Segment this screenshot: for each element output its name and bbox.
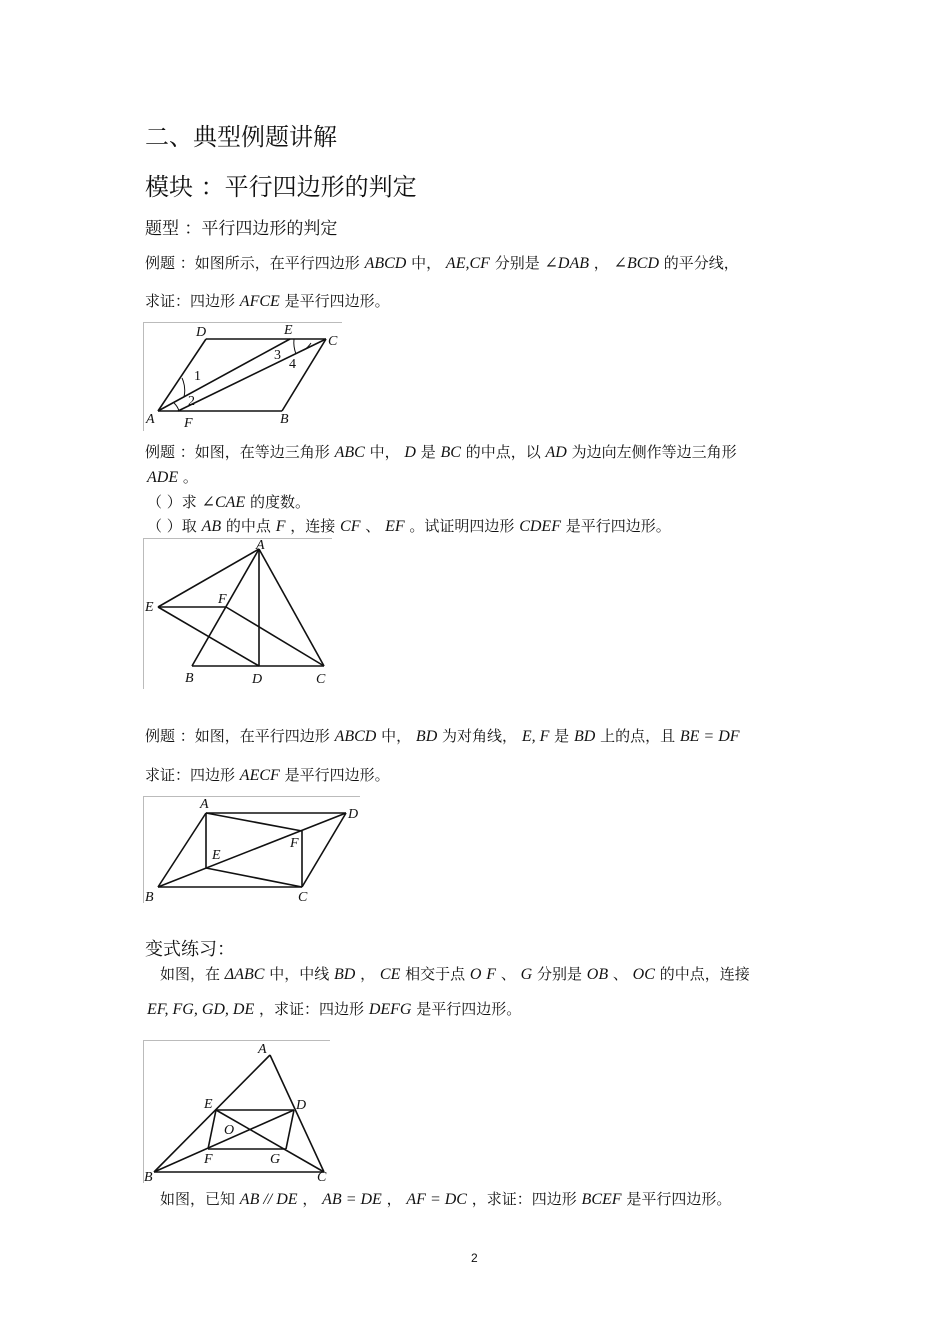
example-3-line-1	[145, 725, 740, 746]
text: 的中点，连接	[659, 965, 750, 983]
figure-3-parallelogram	[143, 796, 360, 903]
label-E: E	[284, 323, 293, 338]
math: DEFG	[368, 1001, 412, 1018]
math: AB // DE	[239, 1191, 298, 1208]
variant-1-line-1	[160, 963, 750, 984]
label-C: C	[316, 672, 326, 687]
text: 的平分线，	[663, 254, 739, 272]
math: AECF	[239, 767, 280, 784]
label-C: C	[317, 1170, 327, 1183]
label-4: 4	[289, 357, 296, 372]
text: 例题 ：如图，在平行四边形	[145, 727, 330, 745]
math: AF = DC	[406, 1191, 467, 1208]
text: 中，	[411, 254, 442, 272]
math: E, F	[521, 728, 550, 745]
math: ABCD	[334, 728, 377, 745]
variant-title: 变式练习：	[145, 939, 235, 960]
math: AB = DE	[322, 1191, 382, 1208]
label-B: B	[280, 412, 289, 427]
text: 分别是	[494, 254, 540, 272]
math: AE,CF	[445, 255, 490, 272]
module-title: 模块 ：平行四边形的判定	[145, 173, 417, 201]
text: 为对角线，	[442, 727, 518, 745]
math: BE = DF	[679, 728, 740, 745]
label-A: A	[146, 412, 155, 427]
example-1-line-1	[145, 252, 739, 273]
text: 求证：四边形	[145, 766, 236, 784]
text: 如图，已知	[160, 1190, 236, 1208]
text: 是平行四边形。	[565, 517, 671, 535]
math: BD	[573, 728, 596, 745]
text: 是平行四边形。	[284, 292, 390, 310]
text: 分别是	[536, 965, 582, 983]
label-F: F	[218, 592, 227, 607]
math: F	[275, 518, 286, 535]
figure-1-parallelogram	[143, 322, 342, 431]
label-B: B	[145, 890, 154, 903]
text: 的中点	[225, 517, 271, 535]
figure-2-triangles	[143, 538, 332, 689]
text: 例题 ：如图，在等边三角形	[145, 443, 330, 461]
text: 为边向左侧作等边三角形	[571, 443, 737, 461]
math: O	[469, 966, 482, 983]
math: G	[520, 966, 533, 983]
text: 。试证明四边形	[409, 517, 515, 535]
math: ADE	[147, 469, 179, 486]
math: ΔABC	[224, 966, 265, 983]
math: ∠BCD	[613, 255, 659, 272]
example-1-line-2	[145, 290, 390, 311]
math: F	[486, 966, 497, 983]
math: EF	[385, 518, 405, 535]
math: CDEF	[519, 518, 561, 535]
label-3: 3	[274, 348, 281, 363]
label-F: F	[290, 836, 299, 851]
math: CF	[340, 518, 361, 535]
label-A: A	[258, 1042, 267, 1057]
label-G: G	[270, 1152, 281, 1167]
text: ，求证：四边形	[259, 1000, 365, 1018]
label-D: D	[296, 1098, 307, 1113]
text: 的中点，以	[465, 443, 541, 461]
label-F: F	[204, 1152, 213, 1167]
text: 是	[554, 727, 570, 745]
math: ∠DAB	[544, 255, 590, 272]
text: ，连接	[290, 517, 336, 535]
label-C: C	[328, 334, 338, 349]
label-A: A	[256, 539, 265, 553]
text: 是平行四边形。	[416, 1000, 522, 1018]
math: BCEF	[581, 1191, 622, 1208]
label-B: B	[144, 1170, 153, 1183]
text: ，	[302, 1190, 318, 1208]
example-2-question-1	[147, 491, 310, 512]
label-E: E	[204, 1097, 213, 1112]
section-title: 二、典型例题讲解	[145, 123, 337, 151]
math: AD	[545, 444, 567, 461]
variant-1-line-2	[147, 998, 521, 1019]
text: ，	[386, 1190, 402, 1208]
text: （ ）求	[147, 493, 197, 511]
text: ，求证：四边形	[471, 1190, 577, 1208]
text: ，	[360, 965, 376, 983]
math: BC	[440, 444, 461, 461]
math: ABCD	[364, 255, 407, 272]
label-E: E	[212, 848, 221, 863]
example-2-line-1	[145, 441, 737, 462]
label-D: D	[196, 325, 207, 340]
math: OB	[586, 966, 609, 983]
label-1: 1	[194, 369, 201, 384]
text: 如图，在	[160, 965, 221, 983]
text: 是	[420, 443, 436, 461]
text: 中，	[369, 443, 400, 461]
label-D: D	[348, 807, 359, 822]
text: 的度数。	[249, 493, 310, 511]
math: D	[404, 444, 416, 461]
label-F: F	[184, 416, 193, 431]
page-number: 2	[471, 1251, 478, 1265]
text: 、	[612, 965, 628, 983]
math: OC	[632, 966, 655, 983]
text: 例题 ：如图所示，在平行四边形	[145, 254, 360, 272]
text: 。	[182, 468, 198, 486]
math: EF, FG, GD, DE	[147, 1001, 255, 1018]
math: BD	[333, 966, 356, 983]
type-title: 题型 ：平行四边形的判定	[145, 219, 338, 239]
example-3-line-2	[145, 764, 390, 785]
variant-2-line	[160, 1188, 731, 1209]
text: 上的点，且	[600, 727, 676, 745]
math: AB	[201, 518, 222, 535]
text: （ ）取	[147, 517, 197, 535]
figure-4-triangle-medians	[143, 1040, 330, 1183]
text: 中，	[381, 727, 412, 745]
label-2: 2	[188, 394, 195, 409]
text: 中，中线	[269, 965, 330, 983]
math: AFCE	[239, 293, 280, 310]
label-C: C	[298, 890, 308, 903]
label-A: A	[200, 797, 209, 812]
math: ABC	[334, 444, 365, 461]
text: 、	[365, 517, 381, 535]
text: ，	[593, 254, 609, 272]
label-E: E	[145, 600, 154, 615]
example-2-question-2	[147, 515, 671, 536]
text: 、	[500, 965, 516, 983]
text: 是平行四边形。	[284, 766, 390, 784]
math: ∠CAE	[201, 494, 246, 511]
label-O: O	[224, 1123, 235, 1138]
example-2-line-2	[147, 466, 198, 487]
math: CE	[379, 966, 401, 983]
text: 求证：四边形	[145, 292, 236, 310]
label-D: D	[252, 672, 263, 687]
label-B: B	[185, 671, 194, 686]
text: 相交于点	[405, 965, 466, 983]
math: BD	[415, 728, 438, 745]
text: 是平行四边形。	[626, 1190, 732, 1208]
